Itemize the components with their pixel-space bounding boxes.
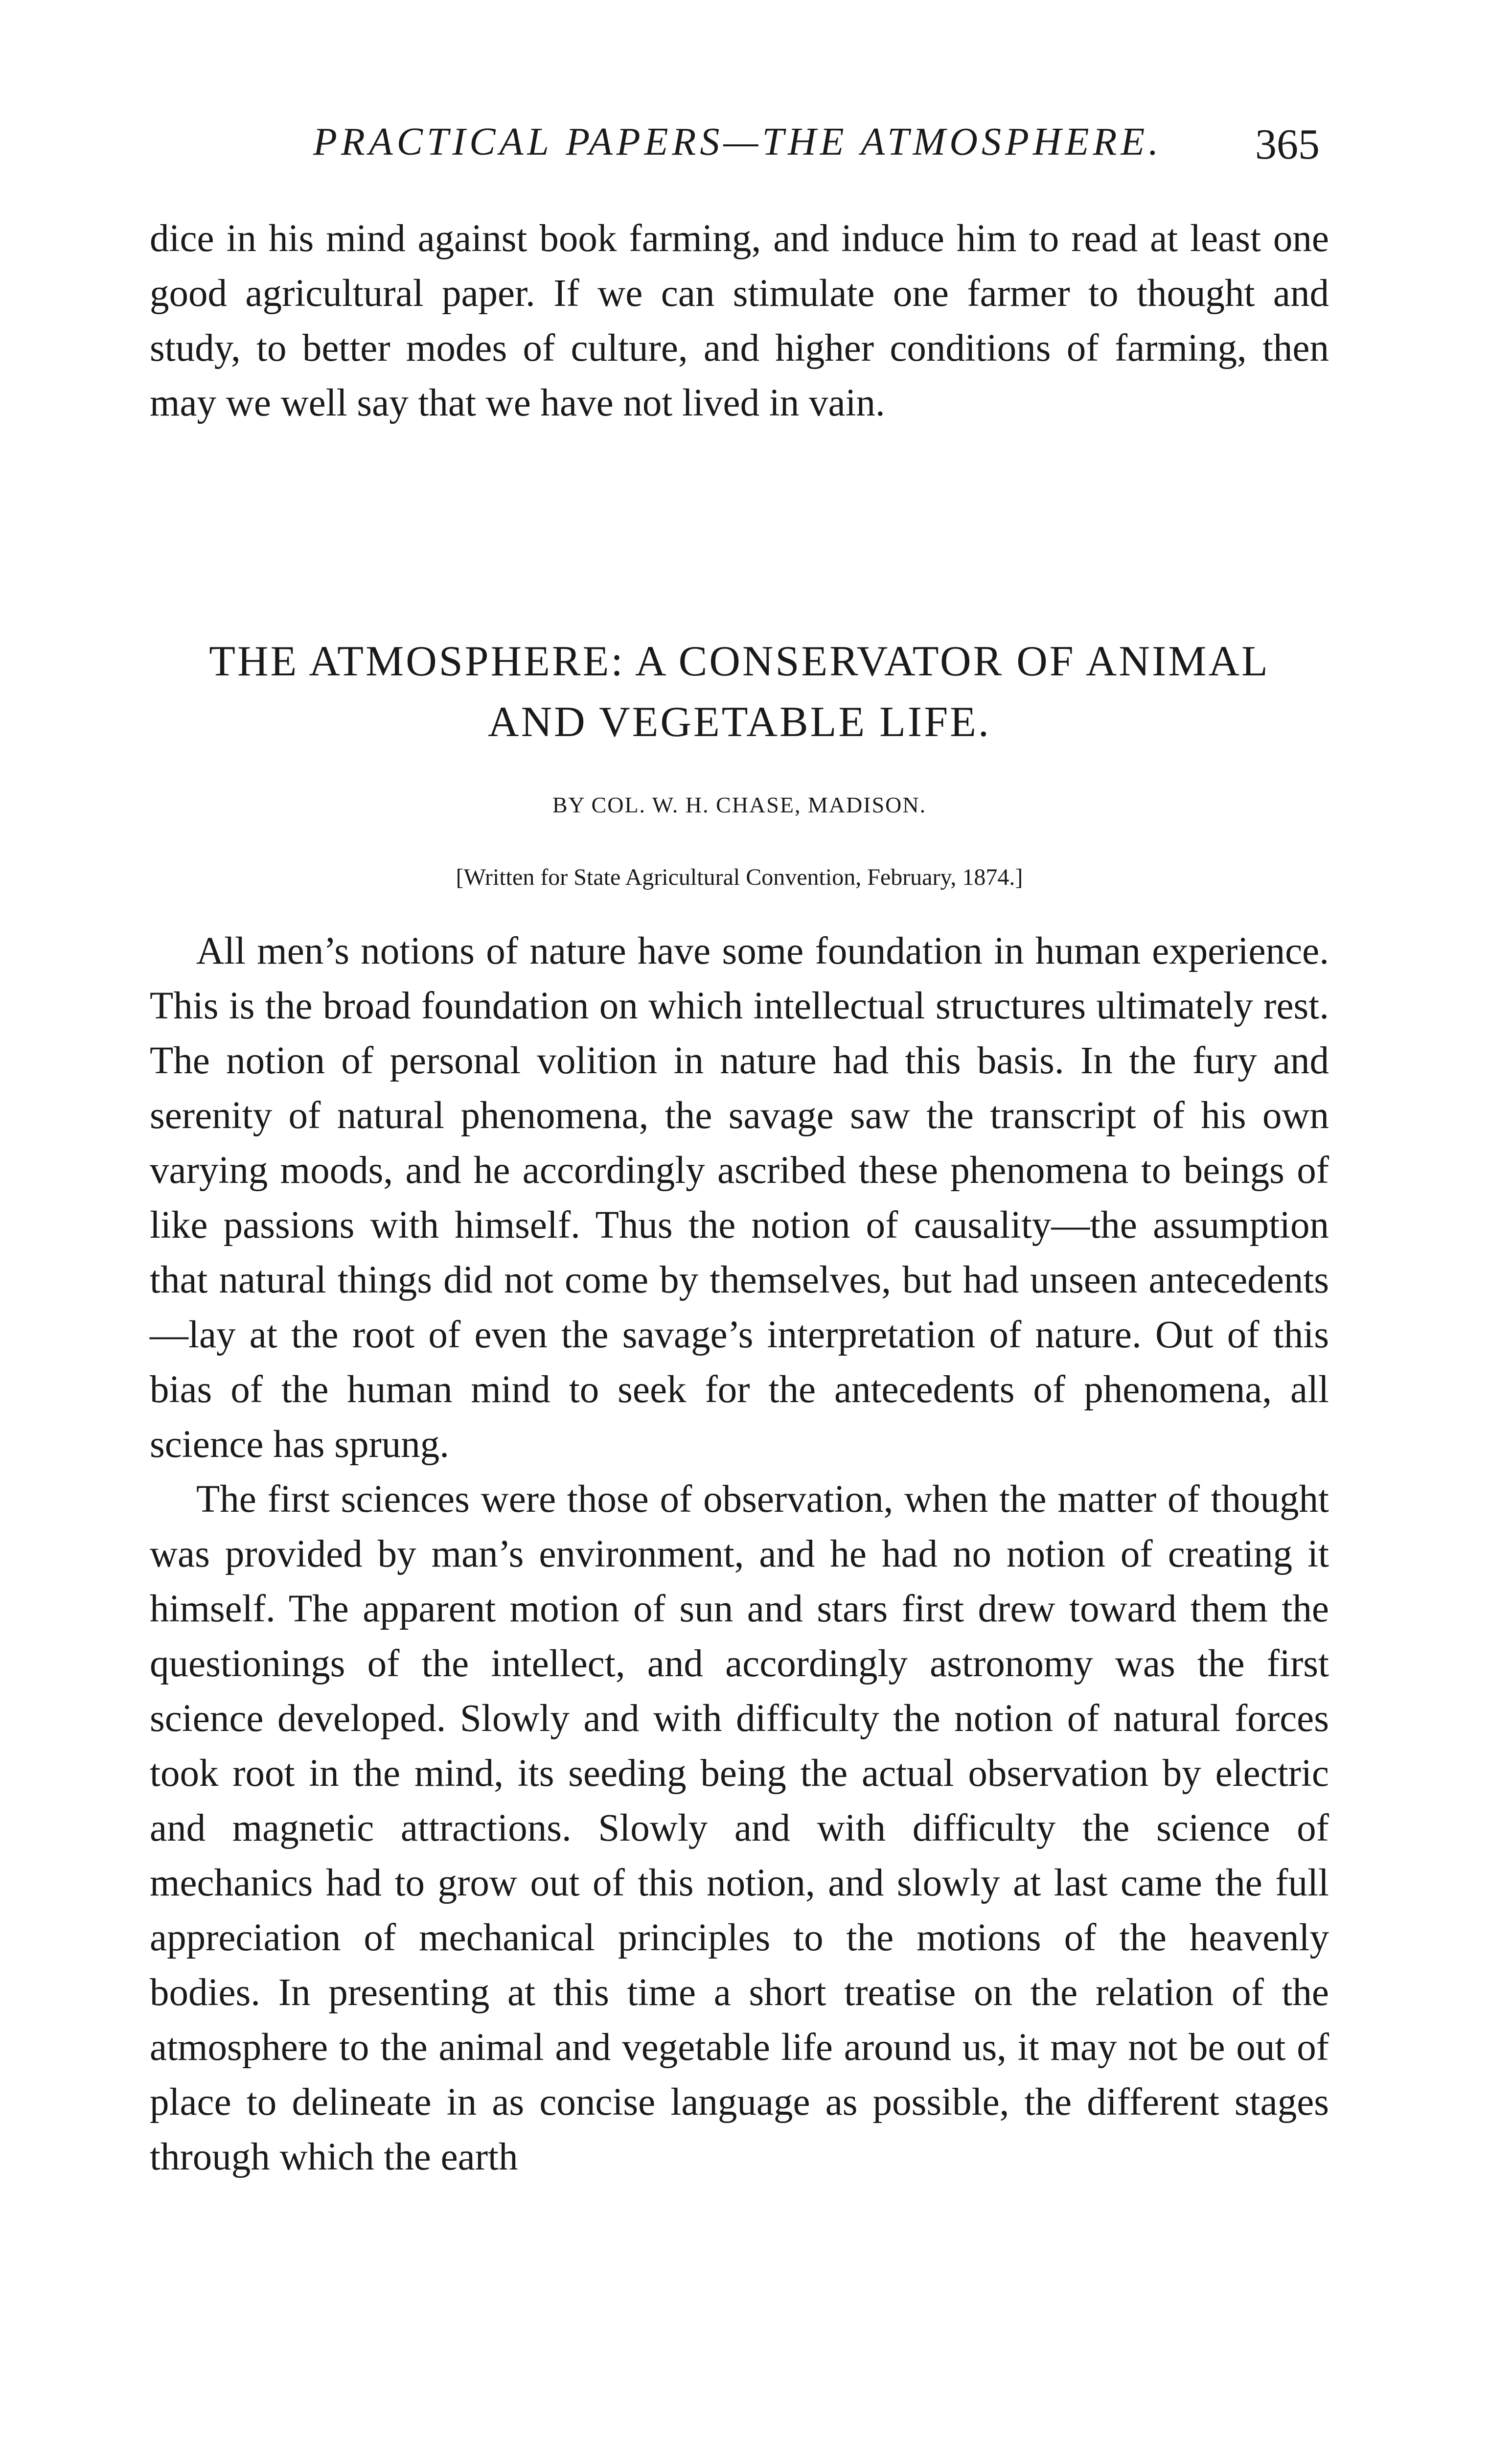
article-title [150,631,1329,753]
article-byline: BY COL. W. H. CHASE, MADISON. [552,792,927,817]
page-number: 365 [1255,121,1320,168]
article-title-line-1: THE ATMOSPHERE: A CONSERVATOR OF ANIMAL [209,638,1270,685]
body-paragraph: All men’s notions of nature have some foundation in human experience. This is the broad foundation on which intellectual structures ultimately rest. The notion of personal volition in nature had this basis. In the fury and serenity of natural phenomena, the savage saw the transcript of his own varying moods, and he accordingly ascribed these phenomena to beings of like passions with himself. Thus the notion of causality—the assumption that natural things did not come by themselves, but had unseen antecedents—lay at the root of even the savage’s interpretation of nature. Out of this bias of the human mind to seek for the antecedents of phenomena, all science has sprung. [150,930,1329,1466]
body-paragraph: The first sciences were those of observation, when the matter of thought was provided by man’s environment, and he had no notion of creating it himself. The apparent motion of sun and stars first drew toward them the questionings of the intellect, and accordingly astronomy was the first science developed. Slowly and with difficulty the notion of natural forces took root in the mind, its seeding being the actual observation by electric and magnetic attractions. Slowly and with difficulty the science of mechanics had to grow out of this notion, and slowly at last came the full appreciation of mechanical principles to the motions of the heavenly bodies. In presenting at this time a short treatise on the relation of the atmosphere to the animal and vegetable life around us, it may not be out of place to delineate in as concise language as possible, the different stages through which the earth [150,1478,1329,2178]
running-title: PRACTICAL PAPERS—THE ATMOSPHERE. [313,120,1163,163]
article-body [150,924,1329,2185]
running-head [0,120,1512,179]
intro-paragraph: dice in his mind against book farming, and induce him to read at least one good agricultural paper. If we can stimulate one farmer to thought and study, to better modes of culture, and higher conditions of farming, then may we well say that we have not lived in vain. [150,217,1329,424]
article-title-line-2: AND VEGETABLE LIFE. [488,698,991,746]
article-note: [Written for State Agricultural Convention, February, 1874.] [456,864,1023,890]
intro-paragraph-block [150,211,1329,431]
